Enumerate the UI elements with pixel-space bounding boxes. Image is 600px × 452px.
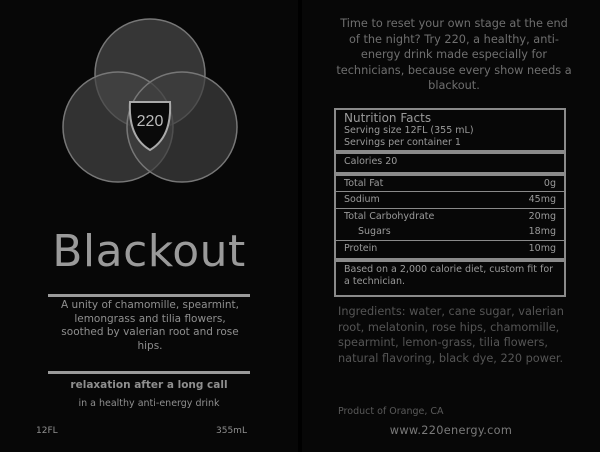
website-url: www.220energy.com	[389, 424, 513, 437]
nutrient-label: Protein	[344, 242, 378, 254]
nutrition-footnote: Based on a 2,000 calorie diet, custom fit for a technician.	[344, 264, 554, 287]
nutrient-label: Sugars	[358, 226, 391, 237]
divider-bottom	[48, 371, 250, 374]
nutrient-value: 45mg	[528, 194, 556, 205]
venn-logo	[50, 12, 250, 197]
ingredients-list: Ingredients: water, cane sugar, valerian root, melatonin, rose hips, chamomille, spearmint, lemon-grass, tilia flowers, natural flavoring, black dye, 220 power.	[338, 305, 564, 366]
calories-label: Calories 20	[344, 156, 398, 167]
sub-tagline: in a healthy anti-energy drink	[78, 398, 220, 409]
brand-name: Blackout	[52, 226, 246, 277]
tagline: relaxation after a long call	[70, 379, 228, 391]
nutrient-label: Sodium	[344, 194, 380, 205]
label-back-panel	[302, 0, 600, 452]
servings-per-container: Servings per container 1	[344, 136, 461, 148]
nutrient-row	[344, 192, 556, 208]
nutrient-label: Total Carbohydrate	[344, 210, 435, 222]
nutrient-value: 20mg	[528, 210, 556, 222]
nutrient-row	[344, 241, 556, 257]
calories-row	[344, 154, 556, 170]
volume-fl: 12FL	[36, 426, 58, 436]
divider-top	[48, 294, 250, 297]
nutrient-row	[344, 224, 556, 240]
nutrition-title: Nutrition Facts	[344, 111, 432, 125]
nutrient-value: 10mg	[528, 242, 556, 254]
nutrient-label: Total Fat	[344, 177, 384, 189]
nutrient-row	[344, 176, 556, 192]
volume-ml: 355mL	[216, 426, 247, 436]
product-origin: Product of Orange, CA	[338, 406, 444, 417]
intro-text: Time to reset your own stage at the end of the night? Try 220, a healthy, anti-energy drink made especially for technicians, because every show needs a blackout.	[336, 17, 572, 92]
flavor-description: A unity of chamomille, spearmint, lemongrass and tilia flowers, soothed by valerian root and rose hips.	[61, 299, 239, 352]
label-front-panel	[0, 0, 298, 452]
nutrient-row	[344, 209, 556, 225]
nutrient-value: 18mg	[528, 226, 556, 237]
nutrition-facts-box	[334, 108, 566, 297]
logo-number: 220	[136, 113, 164, 130]
serving-size: Serving size 12FL (355 mL)	[344, 125, 474, 136]
nutrient-value: 0g	[543, 177, 556, 189]
